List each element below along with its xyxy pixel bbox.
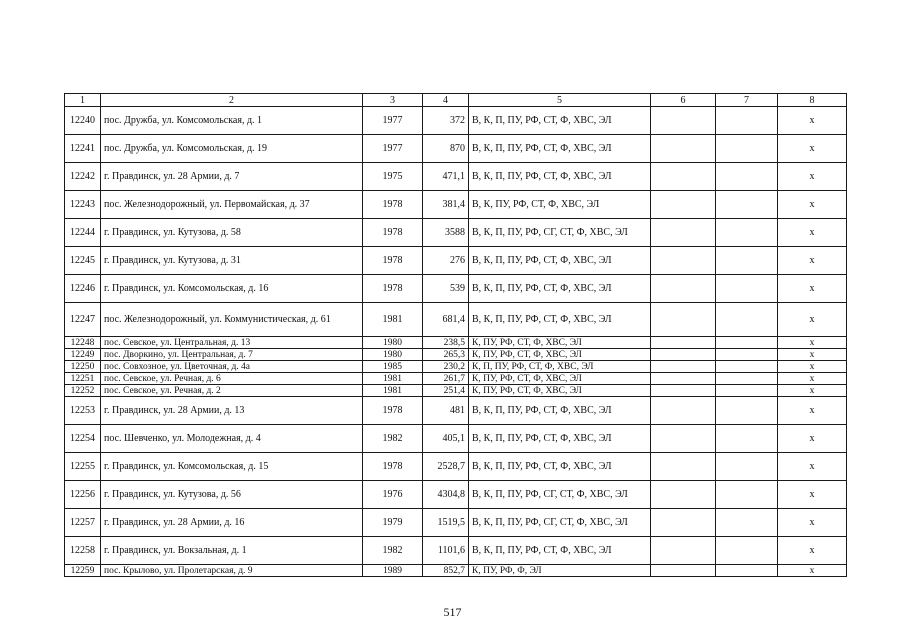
column-header: 7 xyxy=(716,94,778,107)
row-year: 1979 xyxy=(363,509,423,537)
row-address: пос. Севское, ул. Речная, д. 6 xyxy=(101,373,363,385)
row-area: 261,7 xyxy=(423,373,469,385)
row-mark: х xyxy=(778,361,847,373)
row-area: 230,2 xyxy=(423,361,469,373)
row-address: г. Правдинск, ул. Кутузова, д. 58 xyxy=(101,219,363,247)
row-elements: В, К, П, ПУ, РФ, СТ, Ф, ХВС, ЭЛ xyxy=(469,453,651,481)
table-row xyxy=(65,537,847,565)
row-address: пос. Дворкино, ул. Центральная, д. 7 xyxy=(101,349,363,361)
row-col6 xyxy=(651,361,716,373)
row-year: 1977 xyxy=(363,135,423,163)
row-elements: В, К, П, ПУ, РФ, СТ, Ф, ХВС, ЭЛ xyxy=(469,247,651,275)
row-col6 xyxy=(651,425,716,453)
table-row xyxy=(65,481,847,509)
row-col7 xyxy=(716,303,778,337)
row-mark: х xyxy=(778,373,847,385)
table-body xyxy=(65,107,847,577)
row-mark: х xyxy=(778,349,847,361)
row-elements: В, К, П, ПУ, РФ, СТ, Ф, ХВС, ЭЛ xyxy=(469,537,651,565)
row-year: 1978 xyxy=(363,397,423,425)
row-id: 12252 xyxy=(65,385,101,397)
housing-registry-table xyxy=(64,93,847,577)
row-id: 12249 xyxy=(65,349,101,361)
row-mark: х xyxy=(778,135,847,163)
row-address: г. Правдинск, ул. 28 Армии, д. 7 xyxy=(101,163,363,191)
row-col6 xyxy=(651,537,716,565)
table-row xyxy=(65,275,847,303)
row-year: 1981 xyxy=(363,373,423,385)
row-address: пос. Совхозное, ул. Цветочная, д. 4а xyxy=(101,361,363,373)
row-elements: В, К, П, ПУ, РФ, СТ, Ф, ХВС, ЭЛ xyxy=(469,275,651,303)
row-area: 539 xyxy=(423,275,469,303)
row-mark: х xyxy=(778,337,847,349)
row-col6 xyxy=(651,397,716,425)
row-area: 4304,8 xyxy=(423,481,469,509)
row-col7 xyxy=(716,191,778,219)
row-id: 12240 xyxy=(65,107,101,135)
page-number: 517 xyxy=(443,605,462,619)
row-col6 xyxy=(651,163,716,191)
table-row xyxy=(65,135,847,163)
row-mark: х xyxy=(778,303,847,337)
row-year: 1978 xyxy=(363,275,423,303)
row-address: пос. Железнодорожный, ул. Коммунистическая, д. 61 xyxy=(101,303,363,337)
column-header: 1 xyxy=(65,94,101,107)
row-address: пос. Крылово, ул. Пролетарская, д. 9 xyxy=(101,565,363,577)
table-row xyxy=(65,247,847,275)
row-col6 xyxy=(651,219,716,247)
row-mark: х xyxy=(778,385,847,397)
row-area: 405,1 xyxy=(423,425,469,453)
row-mark: х xyxy=(778,163,847,191)
row-mark: х xyxy=(778,107,847,135)
row-address: г. Правдинск, ул. Комсомольская, д. 15 xyxy=(101,453,363,481)
row-address: пос. Железнодорожный, ул. Первомайская, д. 37 xyxy=(101,191,363,219)
row-mark: х xyxy=(778,219,847,247)
table-row xyxy=(65,425,847,453)
row-elements: К, ПУ, РФ, СТ, Ф, ХВС, ЭЛ xyxy=(469,373,651,385)
row-id: 12247 xyxy=(65,303,101,337)
column-header: 8 xyxy=(778,94,847,107)
row-id: 12242 xyxy=(65,163,101,191)
row-col6 xyxy=(651,509,716,537)
row-address: г. Правдинск, ул. 28 Армии, д. 16 xyxy=(101,509,363,537)
column-header: 4 xyxy=(423,94,469,107)
row-col6 xyxy=(651,481,716,509)
row-area: 1519,5 xyxy=(423,509,469,537)
row-address: г. Правдинск, ул. Вокзальная, д. 1 xyxy=(101,537,363,565)
row-id: 12256 xyxy=(65,481,101,509)
row-elements: К, ПУ, РФ, Ф, ЭЛ xyxy=(469,565,651,577)
row-col7 xyxy=(716,481,778,509)
row-elements: В, К, П, ПУ, РФ, СГ, СТ, Ф, ХВС, ЭЛ xyxy=(469,219,651,247)
row-mark: х xyxy=(778,397,847,425)
row-id: 12258 xyxy=(65,537,101,565)
table-row xyxy=(65,565,847,577)
row-col6 xyxy=(651,453,716,481)
row-address: пос. Дружба, ул. Комсомольская, д. 19 xyxy=(101,135,363,163)
row-elements: В, К, ПУ, РФ, СТ, Ф, ХВС, ЭЛ xyxy=(469,191,651,219)
row-id: 12251 xyxy=(65,373,101,385)
row-year: 1977 xyxy=(363,107,423,135)
row-area: 276 xyxy=(423,247,469,275)
row-area: 251,4 xyxy=(423,385,469,397)
row-id: 12245 xyxy=(65,247,101,275)
row-year: 1985 xyxy=(363,361,423,373)
column-header: 6 xyxy=(651,94,716,107)
row-year: 1976 xyxy=(363,481,423,509)
row-mark: х xyxy=(778,565,847,577)
table-row xyxy=(65,453,847,481)
row-id: 12244 xyxy=(65,219,101,247)
row-address: г. Правдинск, ул. Комсомольская, д. 16 xyxy=(101,275,363,303)
row-mark: х xyxy=(778,191,847,219)
row-col7 xyxy=(716,373,778,385)
row-col6 xyxy=(651,275,716,303)
row-area: 3588 xyxy=(423,219,469,247)
row-area: 372 xyxy=(423,107,469,135)
row-id: 12241 xyxy=(65,135,101,163)
row-col7 xyxy=(716,135,778,163)
row-mark: х xyxy=(778,509,847,537)
row-elements: В, К, П, ПУ, РФ, СТ, Ф, ХВС, ЭЛ xyxy=(469,163,651,191)
column-header: 2 xyxy=(101,94,363,107)
row-area: 238,5 xyxy=(423,337,469,349)
row-year: 1981 xyxy=(363,385,423,397)
row-address: г. Правдинск, ул. Кутузова, д. 31 xyxy=(101,247,363,275)
row-year: 1978 xyxy=(363,219,423,247)
row-col6 xyxy=(651,303,716,337)
table-row xyxy=(65,397,847,425)
row-area: 1101,6 xyxy=(423,537,469,565)
row-col7 xyxy=(716,509,778,537)
row-area: 265,3 xyxy=(423,349,469,361)
row-col7 xyxy=(716,163,778,191)
row-mark: х xyxy=(778,481,847,509)
row-address: г. Правдинск, ул. 28 Армии, д. 13 xyxy=(101,397,363,425)
row-elements: К, П, ПУ, РФ, СТ, Ф, ХВС, ЭЛ xyxy=(469,361,651,373)
row-year: 1975 xyxy=(363,163,423,191)
row-col7 xyxy=(716,247,778,275)
row-elements: К, ПУ, РФ, СТ, Ф, ХВС, ЭЛ xyxy=(469,349,651,361)
row-col7 xyxy=(716,275,778,303)
row-year: 1978 xyxy=(363,191,423,219)
table-row xyxy=(65,163,847,191)
row-col7 xyxy=(716,425,778,453)
row-address: пос. Шевченко, ул. Молодежная, д. 4 xyxy=(101,425,363,453)
row-col6 xyxy=(651,565,716,577)
table-row xyxy=(65,107,847,135)
row-mark: х xyxy=(778,537,847,565)
row-id: 12248 xyxy=(65,337,101,349)
row-mark: х xyxy=(778,247,847,275)
row-elements: К, ПУ, РФ, СТ, Ф, ХВС, ЭЛ xyxy=(469,337,651,349)
row-year: 1980 xyxy=(363,337,423,349)
row-col7 xyxy=(716,453,778,481)
row-area: 2528,7 xyxy=(423,453,469,481)
row-elements: В, К, П, ПУ, РФ, СГ, СТ, Ф, ХВС, ЭЛ xyxy=(469,509,651,537)
row-id: 12250 xyxy=(65,361,101,373)
row-address: г. Правдинск, ул. Кутузова, д. 56 xyxy=(101,481,363,509)
row-col7 xyxy=(716,565,778,577)
row-area: 471,1 xyxy=(423,163,469,191)
row-elements: В, К, П, ПУ, РФ, СТ, Ф, ХВС, ЭЛ xyxy=(469,303,651,337)
table-row xyxy=(65,385,847,397)
table-row xyxy=(65,337,847,349)
row-address: пос. Дружба, ул. Комсомольская, д. 1 xyxy=(101,107,363,135)
row-col7 xyxy=(716,349,778,361)
column-header: 5 xyxy=(469,94,651,107)
row-col6 xyxy=(651,349,716,361)
row-id: 12255 xyxy=(65,453,101,481)
row-col6 xyxy=(651,107,716,135)
row-col7 xyxy=(716,107,778,135)
row-elements: В, К, П, ПУ, РФ, СГ, СТ, Ф, ХВС, ЭЛ xyxy=(469,481,651,509)
row-col7 xyxy=(716,361,778,373)
row-year: 1981 xyxy=(363,303,423,337)
row-area: 681,4 xyxy=(423,303,469,337)
row-col6 xyxy=(651,385,716,397)
table-row xyxy=(65,303,847,337)
row-year: 1978 xyxy=(363,453,423,481)
header-row xyxy=(65,94,847,107)
row-id: 12254 xyxy=(65,425,101,453)
row-year: 1982 xyxy=(363,425,423,453)
table-row xyxy=(65,191,847,219)
row-year: 1982 xyxy=(363,537,423,565)
row-area: 852,7 xyxy=(423,565,469,577)
row-col7 xyxy=(716,219,778,247)
row-elements: К, ПУ, РФ, СТ, Ф, ХВС, ЭЛ xyxy=(469,385,651,397)
row-id: 12259 xyxy=(65,565,101,577)
table-row xyxy=(65,361,847,373)
row-area: 481 xyxy=(423,397,469,425)
row-mark: х xyxy=(778,275,847,303)
row-id: 12243 xyxy=(65,191,101,219)
column-header: 3 xyxy=(363,94,423,107)
row-col7 xyxy=(716,385,778,397)
row-area: 381,4 xyxy=(423,191,469,219)
row-col7 xyxy=(716,337,778,349)
row-id: 12253 xyxy=(65,397,101,425)
table-row xyxy=(65,349,847,361)
row-id: 12257 xyxy=(65,509,101,537)
row-mark: х xyxy=(778,425,847,453)
row-elements: В, К, П, ПУ, РФ, СТ, Ф, ХВС, ЭЛ xyxy=(469,107,651,135)
row-elements: В, К, П, ПУ, РФ, СТ, Ф, ХВС, ЭЛ xyxy=(469,425,651,453)
row-col6 xyxy=(651,247,716,275)
table-row xyxy=(65,509,847,537)
row-year: 1989 xyxy=(363,565,423,577)
row-col6 xyxy=(651,337,716,349)
row-address: пос. Севское, ул. Центральная, д. 13 xyxy=(101,337,363,349)
row-year: 1980 xyxy=(363,349,423,361)
row-address: пос. Севское, ул. Речная, д. 2 xyxy=(101,385,363,397)
row-id: 12246 xyxy=(65,275,101,303)
row-col7 xyxy=(716,397,778,425)
row-mark: х xyxy=(778,453,847,481)
table-row xyxy=(65,219,847,247)
row-elements: В, К, П, ПУ, РФ, СТ, Ф, ХВС, ЭЛ xyxy=(469,135,651,163)
row-year: 1978 xyxy=(363,247,423,275)
row-col6 xyxy=(651,373,716,385)
row-area: 870 xyxy=(423,135,469,163)
table-row xyxy=(65,373,847,385)
row-col6 xyxy=(651,135,716,163)
row-col7 xyxy=(716,537,778,565)
row-elements: В, К, П, ПУ, РФ, СТ, Ф, ХВС, ЭЛ xyxy=(469,397,651,425)
row-col6 xyxy=(651,191,716,219)
